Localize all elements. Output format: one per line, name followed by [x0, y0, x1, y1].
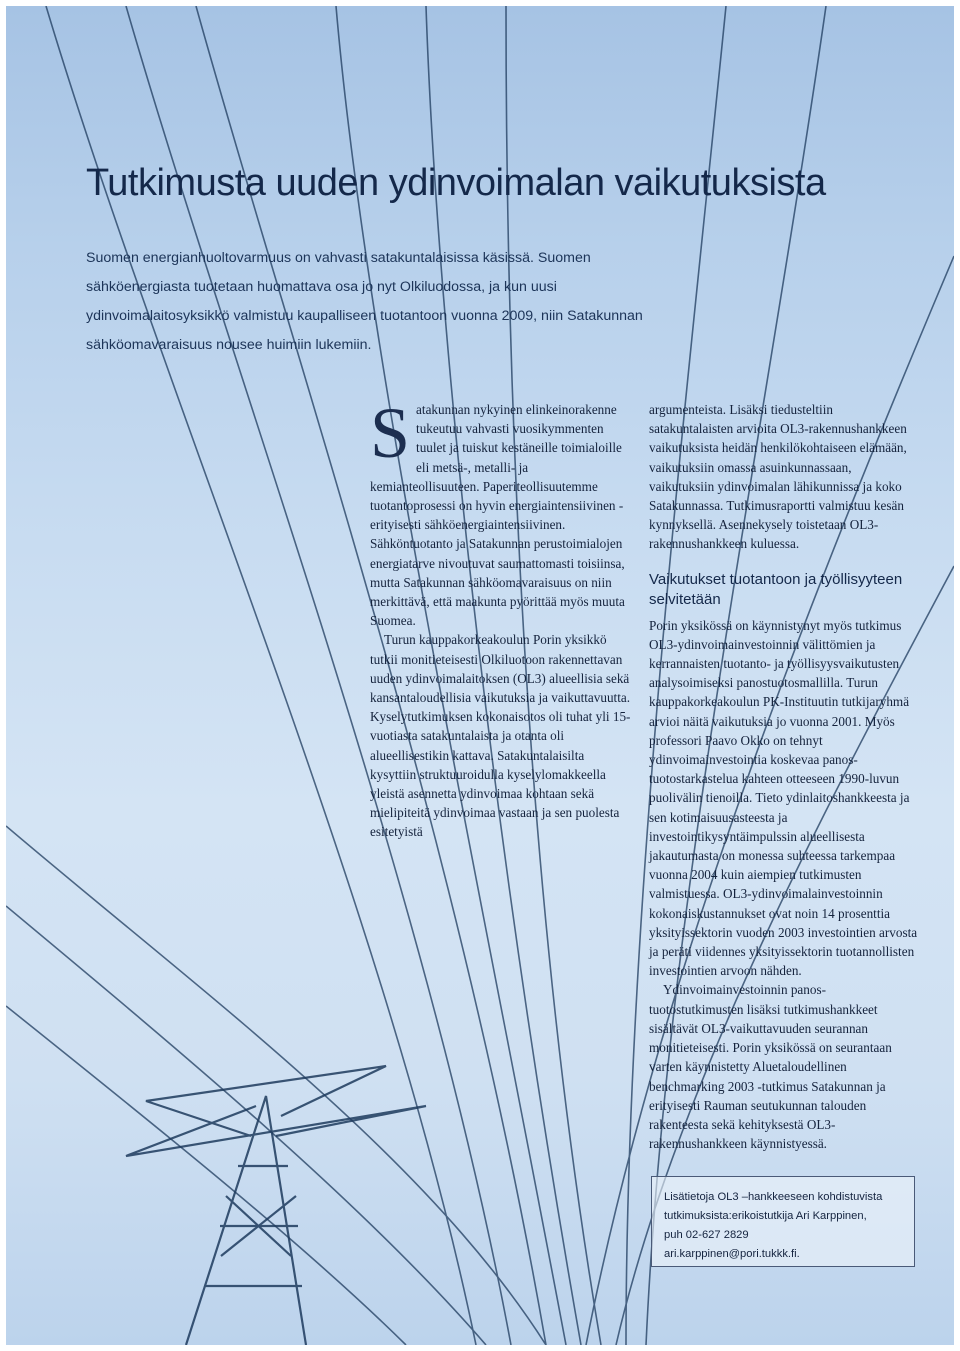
contact-line: Lisätietoja OL3 –hankkeeseen kohdistuvista	[664, 1191, 883, 1203]
paragraph: atakunnan nykyinen elinkeinorakenne tukeutuu vahvasti vuosikymmenten tuulet ja tuiskut kestäneille toimialoille eli metsä-, metalli- ja kemianteollisuuteen. Paperiteollisuutemme tuotantoprosessi on hyvin energiaintensiivinen - erityisesti sähköenergiaintensiivinen. Sähköntuotanto ja Satakunnan perustoimialojen energiatarve nivoutuvat saumattomasti toisiinsa, mutta Satakunnan sähköomavaraisuus on niin merkittävä, että maakunta pyörittää myös muuta Suomea.	[370, 402, 625, 629]
article-column-1	[370, 393, 632, 842]
page	[6, 6, 954, 1345]
article-column-2	[649, 400, 919, 1153]
page-title: Tutkimusta uuden ydinvoimalan vaikutuksista	[86, 162, 826, 204]
paragraph: Porin yksikössä on käynnistynyt myös tutkimus OL3-ydinvoimainvestoinnin välittömien ja kerrannaisten tuotanto- ja työllisyysvaikutusten analysoimiseksi panostuotosmallilla. Turun kauppakorkeakoulun PK-Instituutin tutkijaryhmä arvioi näitä vaikutuksia jo vuonna 2001. Myös professori Paavo Okko on tehnyt ydinvoimainvestointia koskevaa panos-tuotostarkastelua kahteen otteeseen 1990-luvun puolivälin tienoilla. Tieto ydinlaitoshankkeesta ja sen kotimaisuusasteesta ja investointikysyntäimpulssin alueellisesta jakautumasta on monessa suhteessa tarkempaa vuonna 2004 kuin aiempien tutkimusten valmistuessa. OL3-ydinvoimalainvestoinnin kokonaiskustannukset ovat noin 14 prosenttia yksityissektorin vuoden 2003 investointien arvosta ja peräti viidennes yksityissektorin tuotannollisten investointien arvoon nähden.	[649, 617, 918, 979]
paragraph: Ydinvoimainvestoinnin panos-tuotostutkimusten lisäksi tutkimushankkeet sisältävät OL3-vaikuttavuuden seurannan monitieteisesti. Porin yksikössä on seurantaan varten käynnistetty Aluetaloudellinen benchmarking 2003 -tutkimus Satakunnan ja erityisesti Rauman seutukunnan talouden rakenteesta sekä kehityksestä OL3-rakennushankkeen käynnistyessä.	[649, 982, 892, 1152]
intro-paragraph: Suomen energianhuoltovarmuus on vahvasti satakuntalaisissa käsissä. Suomen sähköenergiasta tuotetaan huomattava osa jo nyt Olkiluodossa, ja kun uusi ydinvoimalaitosyksikkö valmistuu kaupalliseen tuotantoon vuonna 2009, niin Satakunnan sähköomavaraisuus nousee huimiin lukemiin.	[86, 250, 643, 353]
contact-phone: puh 02-627 2829	[664, 1229, 749, 1241]
paragraph: Turun kauppakorkeakoulun Porin yksikkö tutkii monitieteisesti Olkiluotoon rakennettavan uuden ydinvoimalaitoksen (OL3) alueellisia sekä kansantaloudellisia vaikutuksia ja vaikuttavuutta. Kyselytutkimuksen kokonaisotos oli tuhat yli 15-vuotiasta satakuntalaista ja otanta oli alueellisestikin kattava. Satakuntalaisilta kysyttiin struktuuroidulla kyselylomakkeella yleistä asennetta ydinvoimaa kohtaan sekä mielipiteitä ydinvoimaa vastaan ja sen puolesta esitetyistä	[370, 632, 631, 840]
contact-line: tutkimuksista:erikoistutkija Ari Karppinen,	[664, 1210, 867, 1222]
contact-info-box	[651, 1176, 915, 1267]
contact-email: ari.karppinen@pori.tukkk.fi.	[664, 1248, 800, 1260]
drop-cap: S	[370, 393, 411, 473]
subheading: Vaikutukset tuotantoon ja työllisyyteen selvitetään	[649, 570, 903, 608]
paragraph: argumenteista. Lisäksi tiedusteltiin satakuntalaisten arvioita OL3-rakennushankkeen vaikutuksista heidän henkilökohtaiseen elämään, vaikutuksiin omassa asuinkunnassaan, vaikutuksiin ydinvoimalan lähikunnissa ja koko Satakunnassa. Tutkimusraportti valmistuu kesän kynnyksellä. Asennekysely toistetaan OL3-rakennushankkeen kuluessa.	[649, 402, 907, 552]
